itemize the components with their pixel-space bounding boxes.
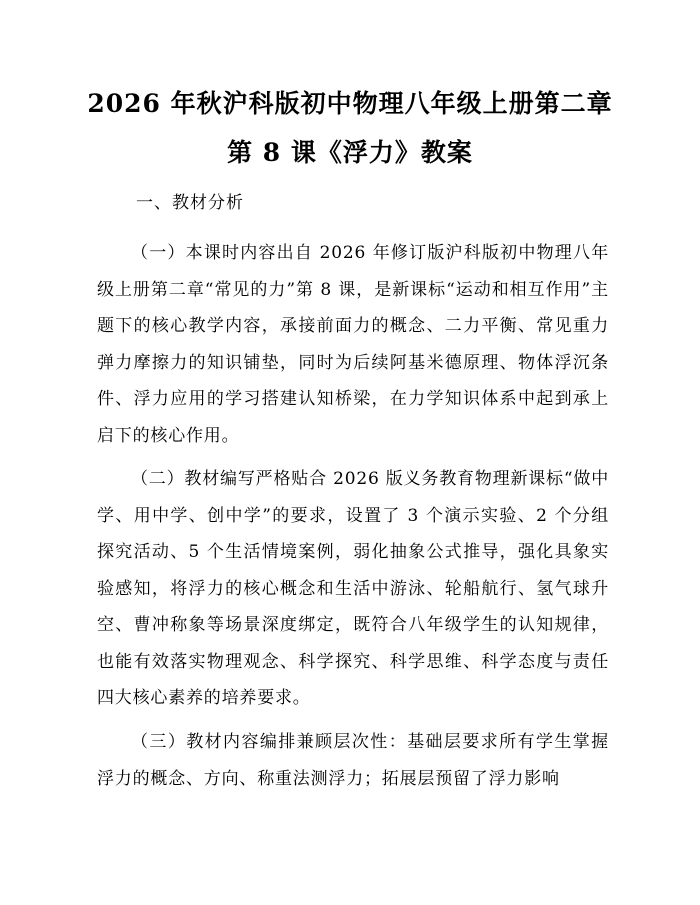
section-heading-textbook-analysis: 一、教材分析: [136, 193, 244, 213]
document-title-line-2: 第 8 课《浮力》教案: [227, 138, 473, 167]
document-title-line-1: 2026 年秋沪科版初中物理八年级上册第二章: [87, 89, 613, 118]
paragraph-2: （二）教材编写严格贴合 2026 版义务教育物理新课标“做中学、用中学、创中学”的要求，设置了 3 个演示实验、2 个分组探究活动、5 个生活情境案例，弱化抽象公式推导，强化具象实验感知，将浮力的核心概念和生活中游泳、轮船航行、氢气球升空、曹冲称象等场景深度绑定，既符合八年级学生的认知规律，也能有效落实物理观念、科学探究、科学思维、科学态度与责任四大核心素养的培养要求。: [97, 469, 609, 708]
paragraph-3: （三）教材内容编排兼顾层次性：基础层要求所有学生掌握浮力的概念、方向、称重法测浮力；拓展层预留了浮力影响: [97, 732, 609, 789]
paragraph-1: （一）本课时内容出自 2026 年修订版沪科版初中物理八年级上册第二章“常见的力”第 8 课，是新课标“运动和相互作用”主题下的核心教学内容，承接前面力的概念、二力平衡、常见重力弹力摩擦力的知识铺垫，同时为后续阿基米德原理、物体浮沉条件、浮力应用的学习搭建认知桥梁，在力学知识体系中起到承上启下的核心作用。: [97, 243, 609, 446]
